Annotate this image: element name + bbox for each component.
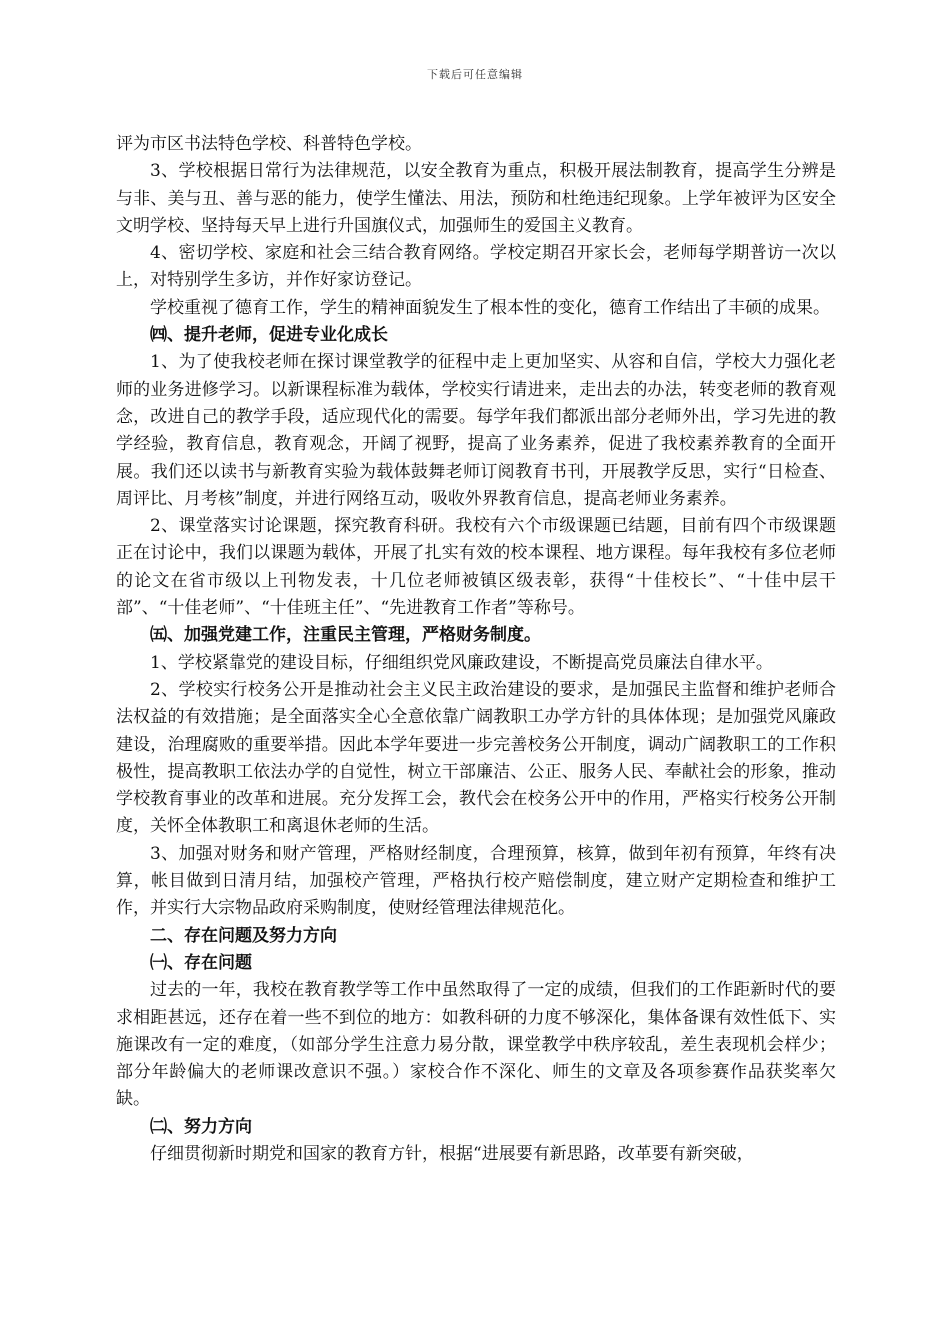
section-heading: ㈣、提升老师，促进专业化成长 (150, 325, 388, 346)
document-body (116, 131, 836, 1168)
paragraph: 3、加强对财务和财产管理，严格财经制度，合理预算，核算，做到年初有预算，年终有决算，帐目做到日清月结，加强校产管理，严格执行校产赔偿制度，建立财产定期检查和维护工作，并实行大宗物品政府采购制度，使财经管理法律规范化。 (116, 843, 836, 919)
subsection-heading: ㈡、努力方向 (150, 1116, 252, 1137)
section-heading: ㈤、加强党建工作，注重民主管理，严格财务制度。 (150, 625, 541, 646)
paragraph: 2、学校实行校务公开是推动社会主义民主政治建设的要求，是加强民主监督和维护老师合法权益的有效措施；是全面落实全心全意依靠广阔教职工办学方针的具体体现；是加强党风廉政建设，治理腐败的重要举措。因此本学年要进一步完善校务公开制度，调动广阔教职工的工作积极性，提高教职工依法办学的自觉性，树立干部廉洁、公正、服务人民、奉献社会的形象，推动学校教育事业的改革和进展。充分发挥工会，教代会在校务公开中的作用，严格实行校务公开制度，关怀全体教职工和离退休老师的生活。 (116, 679, 836, 837)
paragraph: 仔细贯彻新时期党和国家的教育方针，根据“进展要有新思路，改革要有新突破， (150, 1143, 754, 1164)
subsection-heading: ㈠、存在问题 (150, 952, 252, 973)
paragraph: 学校重视了德育工作，学生的精神面貌发生了根本性的变化，德育工作结出了丰硕的成果。 (150, 297, 830, 318)
paragraph: 2、课堂落实讨论课题，探究教育科研。我校有六个市级课题已结题，目前有四个市级课题正在讨论中，我们以课题为载体，开展了扎实有效的校本课程、地方课程。每年我校有多位老师的论文在省市级以上刊物发表，十几位老师被镇区级表彰，获得“十佳校长”、“十佳中层干部”、“十佳老师”、“十佳班主任”、“先进教育工作者”等称号。 (116, 516, 836, 619)
paragraph: 3、学校根据日常行为法律规范，以安全教育为重点，积极开展法制教育，提高学生分辨是与非、美与丑、善与恶的能力，使学生懂法、用法，预防和杜绝违纪现象。上学年被评为区安全文明学校、坚持每天早上进行升国旗仪式，加强师生的爱国主义教育。 (116, 161, 836, 236)
paragraph: 过去的一年，我校在教育教学等工作中虽然取得了一定的成绩，但我们的工作距新时代的要求相距甚远，还存在着一些不到位的地方：如教科研的力度不够深化，集体备课有效性低下、实施课改有一定的难度，（如部分学生注意力易分散，课堂教学中秩序较乱，差生表现机会样少；部分年龄偏大的老师课改意识不强。）家校合作不深化、师生的文章及各项参赛作品获奖率欠缺。 (116, 980, 836, 1110)
paragraph: 1、为了使我校老师在探讨课堂教学的征程中走上更加坚实、从容和自信，学校大力强化老师的业务进修学习。以新课程标准为载体，学校实行请进来，走出去的办法，转变老师的教育观念，改进自己的教学手段，适应现代化的需要。每学年我们都派出部分老师外出，学习先进的教学经验，教育信息，教育观念，开阔了视野，提高了业务素养，促进了我校素养教育的全面开展。我们还以读书与新教育实验为载体鼓舞老师订阅教育书刊，开展教学反思，实行“日检查、周评比、月考核”制度，并进行网络互动，吸收外界教育信息，提高老师业务素养。 (116, 352, 836, 509)
section-heading: 二、存在问题及努力方向 (150, 925, 337, 946)
page-header: 下载后可任意编辑 (427, 68, 523, 81)
paragraph: 4、密切学校、家庭和社会三结合教育网络。学校定期召开家长会，老师每学期普访一次以上，对特别学生多访，并作好家访登记。 (116, 243, 836, 291)
paragraph: 评为市区书法特色学校、科普特色学校。 (116, 134, 422, 154)
paragraph: 1、学校紧靠党的建设目标，仔细组织党风廉政建设，不断提高党员廉法自律水平。 (150, 652, 773, 673)
